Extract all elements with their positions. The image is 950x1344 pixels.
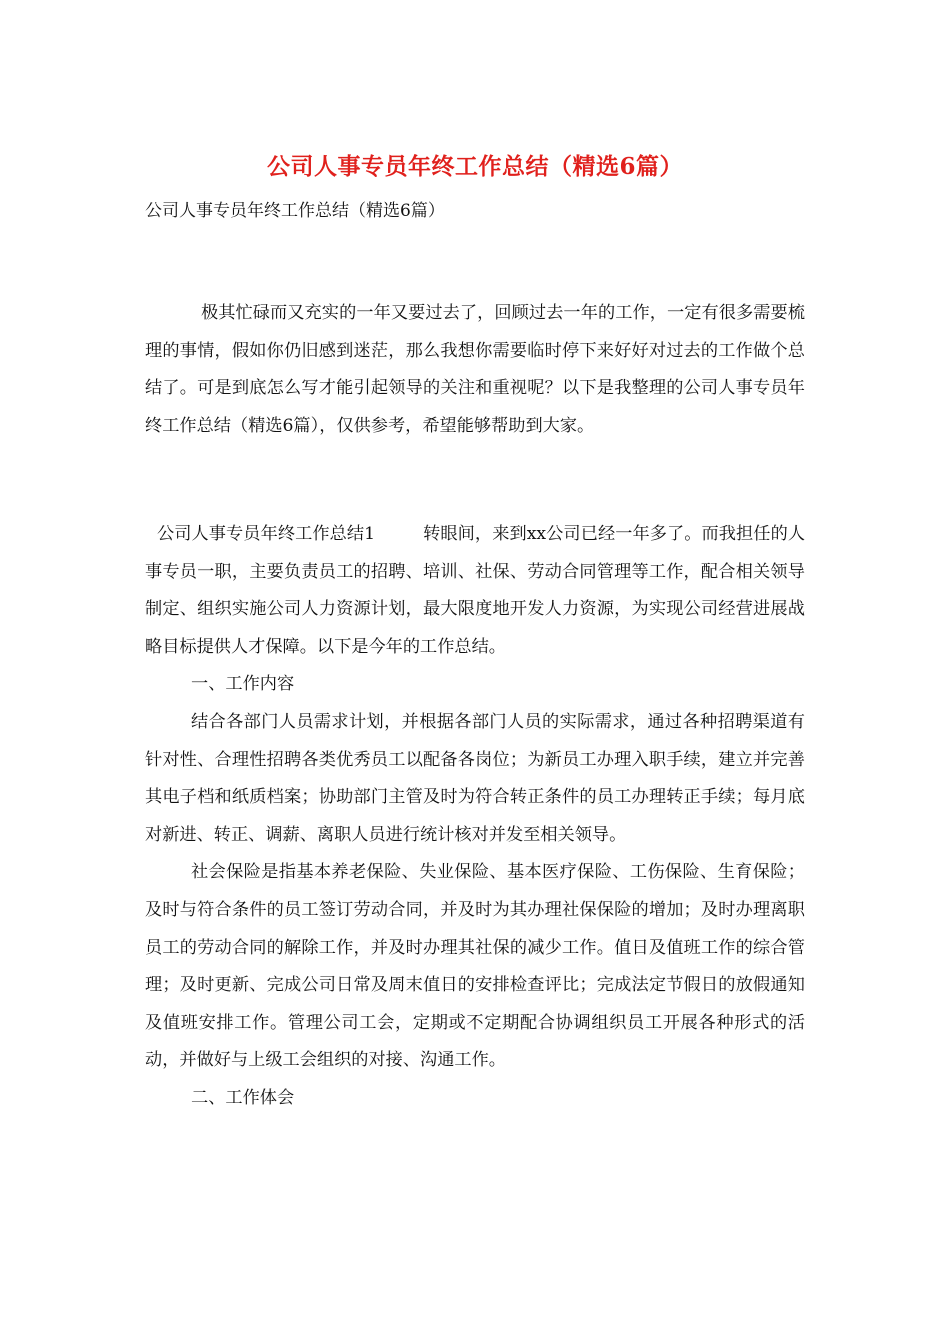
document-title: 公司人事专员年终工作总结（精选6篇） bbox=[266, 153, 683, 180]
document-subtitle: 公司人事专员年终工作总结（精选6篇） bbox=[145, 201, 445, 221]
section-1 bbox=[145, 516, 805, 1118]
section-1-opening bbox=[145, 516, 805, 666]
paragraph-social-insurance: 社会保险是指基本养老保险、失业保险、基本医疗保险、工伤保险、生育保险；及时与符合条件的员工签订劳动合同，并及时为其办理社保保险的增加；及时办理离职员工的劳动合同的解除工作，并及时办理其社保的减少工作。值日及值班工作的综合管理；及时更新、完成公司日常及周末值日的安排检查评比；完成法定节假日的放假通知及值班安排工作。管理公司工会，定期或不定期配合协调组织员工开展各种形式的活动，并做好与上级工会组织的对接、沟通工作。 bbox=[145, 862, 805, 1071]
section-lead-text: 转眼间，来到xx公司已经一年多了。而我担任的人事专员一职，主要负责员工的招聘、培训、社保、劳动合同管理等工作，配合相关领导制定、组织实施公司人力资源计划，最大限度地开发人力资源，为实现公司经营进展战略目标提供人才保障。以下是今年的工作总结。 bbox=[145, 524, 806, 657]
heading-work-experience: 二、工作体会 bbox=[191, 1087, 295, 1108]
heading-work-content: 一、工作内容 bbox=[191, 674, 295, 695]
paragraph-recruitment: 结合各部门人员需求计划，并根据各部门人员的实际需求，通过各种招聘渠道有针对性、合理性招聘各类优秀员工以配备各岗位；为新员工办理入职手续，建立并完善其电子档和纸质档案；协助部门主管及时为符合转正条件的员工办理转正手续；每月底对新进、转正、调薪、离职人员进行统计核对并发至相关领导。 bbox=[145, 711, 805, 845]
section-heading: 公司人事专员年终工作总结1 bbox=[157, 524, 376, 544]
intro-paragraph: 极其忙碌而又充实的一年又要过去了，回顾过去一年的工作，一定有很多需要梳理的事情，假如你仍旧感到迷茫，那么我想你需要临时停下来好好对过去的工作做个总结了。可是到底怎么写才能引起领导的关注和重视呢？以下是我整理的公司人事专员年终工作总结（精选6篇），仅供参考，希望能够帮助到大家。 bbox=[145, 303, 805, 436]
